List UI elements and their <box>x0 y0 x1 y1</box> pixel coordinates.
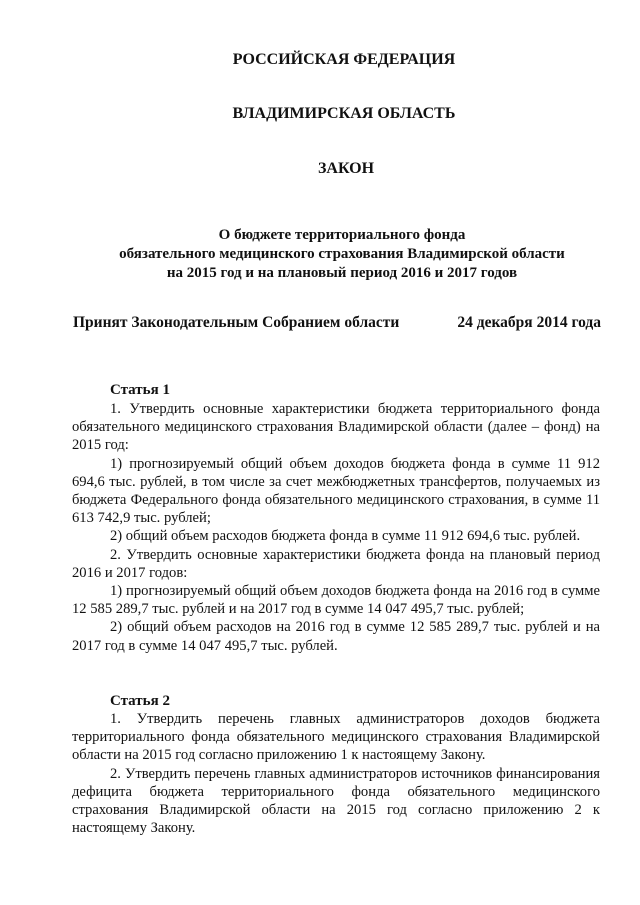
article-1-heading: Статья 1 <box>110 382 170 398</box>
article-1-paragraph: 2. Утвердить основные характеристики бюджета фонда на плановый период 2016 и 2017 годов: <box>72 546 600 581</box>
article-2-paragraph: 2. Утвердить перечень главных администраторов источников финансирования дефицита бюджета территориального фонда обязательного медицинского страхования Владимирской области на 2015 год согласно приложению 2 к настоящему Закону. <box>72 765 600 837</box>
article-1-body <box>72 400 600 655</box>
law-title-line-1: О бюджете территориального фонда <box>218 227 466 243</box>
article-2-paragraph: 1. Утвердить перечень главных администраторов доходов бюджета территориального фонда обязательного медицинского страхования Владимирской области на 2015 год согласно приложению 1 к настоящему Закону. <box>72 711 600 764</box>
article-1-paragraph: 1) прогнозируемый общий объем доходов бюджета фонда в сумме 11 912 694,6 тыс. рублей, в том числе за счет межбюджетных трансфертов, получаемых из бюджета Федерального фонда обязательного медицинского страхования, в сумме 11 613 742,9 тыс. рублей; <box>72 455 600 527</box>
article-1-paragraph: 2) общий объем расходов на 2016 год в сумме 12 585 289,7 тыс. рублей и на 2017 год в сумме 14 047 495,7 тыс. рублей. <box>72 619 600 654</box>
article-1-paragraph: 2) общий объем расходов бюджета фонда в сумме 11 912 694,6 тыс. рублей. <box>110 528 581 545</box>
adoption-label: Принят Законодательным Собранием области <box>73 314 400 331</box>
law-title-line-3: на 2015 год и на плановый период 2016 и 2017 годов <box>166 265 518 281</box>
law-title <box>22 226 640 283</box>
article-1-paragraph: 1) прогнозируемый общий объем доходов бюджета фонда на 2016 год в сумме 12 585 289,7 тыс. рублей и на 2017 год в сумме 14 047 495,7 тыс. рублей; <box>72 583 600 618</box>
article-1-paragraph: 1. Утвердить основные характеристики бюджета территориального фонда обязательного медицинского страхования Владимирской области (далее – фонд) на 2015 год: <box>72 401 600 454</box>
law-title-line-2: обязательного медицинского страхования Владимирской области <box>119 246 565 262</box>
law-heading: ЗАКОН <box>317 160 375 177</box>
article-2-body <box>72 710 600 837</box>
adoption-date: 24 декабря 2014 года <box>457 314 601 331</box>
region-heading: ВЛАДИМИРСКАЯ ОБЛАСТЬ <box>232 105 456 122</box>
article-2-heading: Статья 2 <box>110 693 170 709</box>
adoption-line <box>73 314 601 332</box>
country-heading: РОССИЙСКАЯ ФЕДЕРАЦИЯ <box>232 51 456 68</box>
